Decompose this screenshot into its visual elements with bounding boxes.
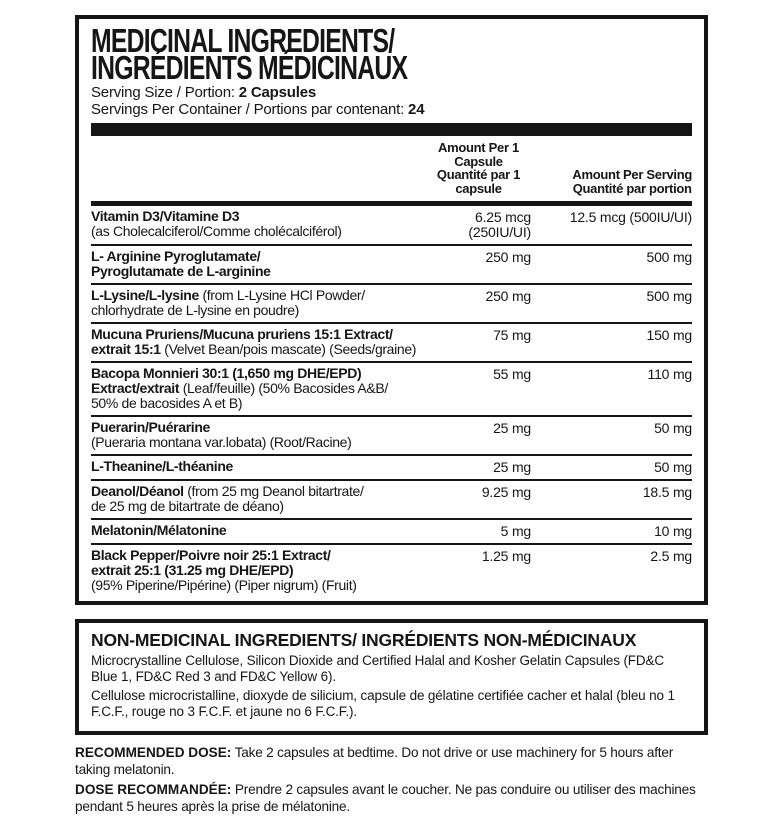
amount-per-capsule: 1.25 mg — [481, 547, 531, 564]
ingredient-name-line — [91, 342, 426, 357]
ingredient-name-bold: Extract/extrait — [91, 379, 180, 396]
ingredient-name — [91, 484, 426, 514]
ingredient-name-line — [91, 548, 426, 563]
serving-size-line — [91, 84, 692, 101]
ingredient-name-bold: L- Arginine Pyroglutamate/ — [91, 247, 261, 264]
ingredient-name-line — [91, 209, 426, 224]
ingredient-name-detail: (Velvet Bean/pois mascate) (Seeds/graine) — [164, 340, 417, 357]
medicinal-panel — [75, 15, 708, 605]
ingredient-name-bold: extrait 15:1 — [91, 340, 161, 357]
amount-per-serving: 110 mg — [647, 365, 692, 382]
ingredient-name-line — [91, 420, 426, 435]
ingredient-name-detail: (from 25 mg Deanol bitartrate/ — [187, 482, 364, 499]
column-header-per-capsule-fr: Quantité par 1 capsule — [436, 167, 521, 196]
non-medicinal-title: NON-MEDICINAL INGREDIENTS/ INGRÉDIENTS NON-MÉDICINAUX — [91, 629, 637, 650]
amount-per-serving: 50 mg — [654, 419, 692, 436]
ingredient-name-line — [91, 264, 426, 279]
ingredient-name-bold: Bacopa Monnieri 30:1 (1,650 mg DHE/EPD) — [91, 364, 362, 381]
column-header-per-serving-fr: Quantité par portion — [572, 180, 692, 196]
amount-per-serving: 2.5 mg — [650, 547, 692, 564]
ingredient-name — [91, 459, 426, 475]
ingredient-name-line — [91, 381, 426, 396]
header-separator-bar — [91, 123, 692, 136]
amount-per-capsule: 55 mg — [493, 365, 531, 382]
ingredient-name-line — [91, 249, 426, 264]
ingredient-name-line — [91, 484, 426, 499]
servings-per-container-value: 24 — [408, 101, 425, 118]
ingredient-name-bold: Black Pepper/Poivre noir 25:1 Extract/ — [91, 546, 331, 563]
amount-per-capsule: 5 mg — [500, 522, 531, 539]
ingredient-name-bold: Vitamin D3/Vitamine D3 — [91, 207, 240, 224]
ingredient-row — [91, 415, 692, 454]
ingredient-name-line — [91, 435, 426, 450]
ingredient-name-line — [91, 578, 426, 593]
ingredient-name — [91, 366, 426, 411]
ingredient-name-line — [91, 366, 426, 381]
ingredient-name-line — [91, 327, 426, 342]
amount-per-serving: 500 mg — [646, 248, 692, 265]
servings-per-container-line — [91, 101, 692, 118]
ingredient-name — [91, 288, 426, 318]
ingredient-name — [91, 327, 426, 357]
amount-per-capsule: 250 mg — [485, 248, 531, 265]
amount-per-capsule: 250 mg — [485, 287, 531, 304]
recommended-dose-fr-label: DOSE RECOMMANDÉE: — [75, 781, 232, 797]
panel-title-line1: MEDICINAL INGREDIENTS/ — [91, 22, 395, 59]
ingredient-name — [91, 420, 426, 450]
recommended-dose-fr — [75, 781, 708, 815]
amount-per-capsule: 75 mg — [493, 326, 531, 343]
amount-per-capsule: 25 mg — [493, 458, 531, 475]
dose-section — [75, 744, 708, 815]
ingredient-name-detail: (as Cholecalciferol/Comme cholécalciférol) — [91, 222, 342, 239]
ingredient-name-line — [91, 499, 426, 514]
ingredient-name-line — [91, 303, 426, 318]
recommended-dose-en-label: RECOMMENDED DOSE: — [75, 744, 232, 760]
ingredient-name-line — [91, 459, 426, 474]
serving-size-label: Serving Size / Portion: — [91, 84, 235, 101]
non-medicinal-panel — [75, 619, 708, 735]
panel-title — [91, 22, 692, 86]
amount-per-capsule: 9.25 mg — [481, 483, 531, 500]
amount-per-capsule: 6.25 mcg (250IU/UI) — [468, 208, 531, 240]
amount-per-serving: 50 mg — [654, 458, 692, 475]
amount-per-capsule: 25 mg — [493, 419, 531, 436]
column-header-per-serving-en: Amount Per Serving — [572, 167, 692, 182]
amount-per-serving: 150 mg — [646, 326, 692, 343]
serving-size-value: 2 Capsules — [238, 84, 316, 101]
recommended-dose-fr-text: Prendre 2 capsules avant le coucher. Ne pas conduire ou utiliser des machines pendant 5 heures après la prise de mélatonine. — [75, 781, 696, 814]
recommended-dose-en — [75, 744, 708, 778]
servings-per-container-label: Servings Per Container / Portions par contenant: — [91, 101, 405, 118]
ingredient-row — [91, 361, 692, 415]
ingredient-name-detail: (Pueraria montana var.lobata) (Root/Racine) — [91, 433, 352, 450]
panel-title-line2: INGRÉDIENTS MÉDICINAUX — [91, 49, 408, 86]
ingredient-name-detail: 50% de bacosides A et B) — [91, 394, 243, 411]
ingredients-table — [91, 206, 692, 597]
column-header-per-capsule-en: Amount Per 1 Capsule — [438, 140, 519, 169]
ingredient-name — [91, 209, 426, 240]
ingredient-row — [91, 479, 692, 518]
ingredient-name-bold: L-Lysine/L-lysine — [91, 286, 199, 303]
ingredient-name-line — [91, 224, 426, 239]
ingredient-name-detail: (95% Piperine/Pipérine) (Piper nigrum) (Fruit) — [91, 576, 357, 593]
ingredient-name — [91, 249, 426, 279]
ingredient-name — [91, 548, 426, 593]
amount-per-serving: 500 mg — [646, 287, 692, 304]
ingredient-row — [91, 206, 692, 244]
non-medicinal-text-en: Microcrystalline Cellulose, Silicon Dioxide and Certified Halal and Kosher Gelatin Capsules (FD&C Blue 1, FD&C Red 3 and FD&C Yellow 6). — [91, 652, 664, 684]
ingredient-row — [91, 283, 692, 322]
ingredient-name-bold: Pyroglutamate de L-arginine — [91, 262, 271, 279]
ingredient-row — [91, 454, 692, 479]
column-header-per-serving — [531, 168, 692, 198]
ingredient-name-line — [91, 563, 426, 578]
ingredient-name-bold: Puerarin/Puérarine — [91, 418, 210, 435]
ingredient-name — [91, 523, 426, 539]
ingredient-row — [91, 518, 692, 543]
amount-per-serving: 10 mg — [654, 522, 692, 539]
amount-per-serving: 12.5 mcg (500IU/UI) — [569, 208, 692, 225]
ingredient-name-line — [91, 288, 426, 303]
supplement-label — [75, 15, 708, 818]
ingredient-name-detail: (from L-Lysine HCl Powder/ — [202, 286, 365, 303]
ingredient-name-detail: de 25 mg de bitartrate de déano) — [91, 497, 284, 514]
column-header-per-capsule — [426, 141, 531, 198]
ingredient-name-bold: extrait 25:1 (31.25 mg DHE/EPD) — [91, 561, 294, 578]
ingredient-row — [91, 322, 692, 361]
ingredient-name-bold: Melatonin/Mélatonine — [91, 521, 227, 538]
ingredient-row — [91, 244, 692, 283]
column-header-row — [91, 136, 692, 206]
ingredient-name-detail: (Leaf/feuille) (50% Bacosides A&B/ — [182, 379, 388, 396]
ingredient-name-bold: L-Theanine/L-théanine — [91, 457, 233, 474]
ingredient-name-bold: Deanol/Déanol — [91, 482, 184, 499]
ingredient-row — [91, 543, 692, 597]
ingredient-name-line — [91, 396, 426, 411]
ingredient-name-line — [91, 523, 426, 538]
recommended-dose-en-text: Take 2 capsules at bedtime. Do not drive or use machinery for 5 hours after taking melatonin. — [75, 744, 674, 777]
ingredient-name-bold: Mucuna Pruriens/Mucuna pruriens 15:1 Extract/ — [91, 325, 393, 342]
ingredient-name-detail: chlorhydrate de L-lysine en poudre) — [91, 301, 299, 318]
non-medicinal-text-fr: Cellulose microcristalline, dioxyde de silicium, capsule de gélatine certifiée cacher et halal (bleu no 1 F.C.F., rouge no 3 F.C.F. et jaune no 6 F.C.F.). — [91, 687, 675, 719]
amount-per-serving: 18.5 mg — [642, 483, 692, 500]
